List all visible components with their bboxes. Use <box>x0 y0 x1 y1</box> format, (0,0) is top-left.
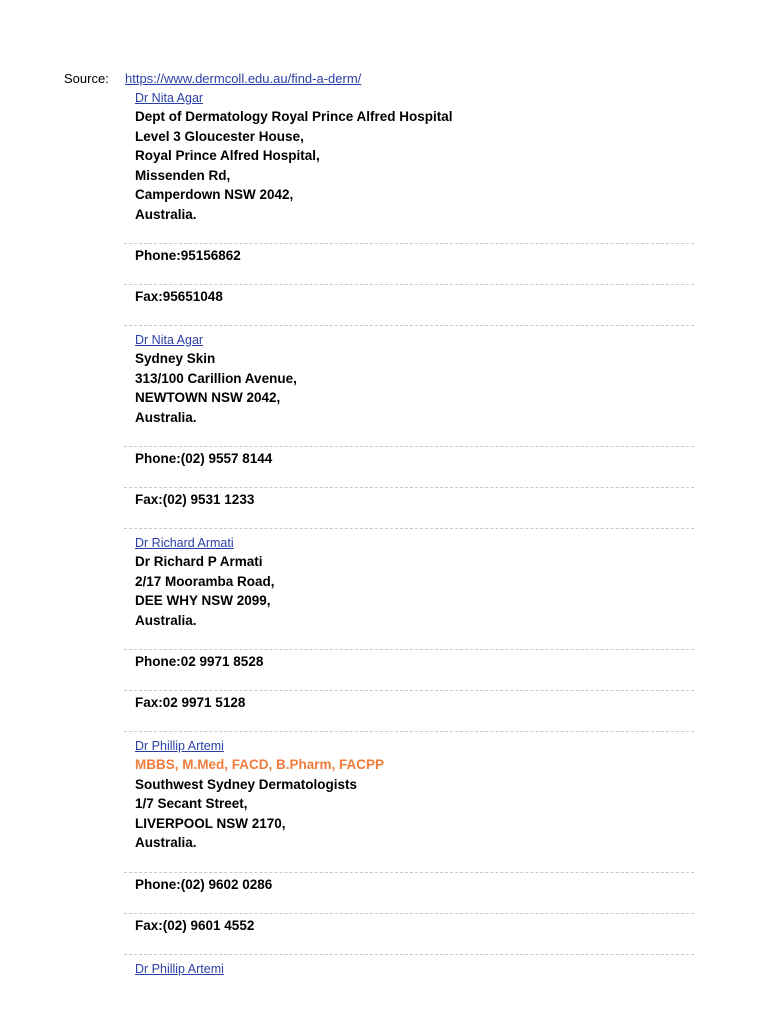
address-line: Australia. <box>135 835 197 850</box>
address-line: Level 3 Gloucester House, <box>135 128 304 144</box>
dermatologist-name-link[interactable]: Dr Nita Agar <box>135 333 204 347</box>
dermatologist-entry <box>124 90 694 332</box>
dermatologist-entry <box>124 738 694 961</box>
dermatologist-name-link[interactable]: Dr Phillip Artemi <box>135 961 224 976</box>
dermatologist-entry <box>124 535 694 738</box>
address-line: LIVERPOOL NSW 2170, <box>135 815 286 831</box>
dashed-divider <box>124 446 694 447</box>
dermatologist-list <box>124 90 694 978</box>
phone-number: Phone:02 9971 8528 <box>135 654 264 669</box>
address-line: Dept of Dermatology Royal Prince Alfred Hospital <box>135 109 453 124</box>
qualifications: MBBS, M.Med, FACD, B.Pharm, FACPP <box>135 757 385 772</box>
dermatologist-name-link[interactable]: Dr Richard Armati <box>135 536 234 550</box>
phone-number: Phone:(02) 9602 0286 <box>135 876 273 892</box>
phone-number: Phone:95156862 <box>135 248 241 263</box>
address-line: Australia. <box>135 206 197 222</box>
dashed-divider <box>124 690 694 691</box>
source-label: Source: <box>64 71 109 86</box>
address-line: Missenden Rd, <box>135 167 231 183</box>
dashed-divider <box>124 913 694 914</box>
dermatologist-name-link[interactable]: Dr Phillip Artemi <box>135 739 224 753</box>
dermatologist-entry <box>124 332 694 535</box>
address-line: 313/100 Carillion Avenue, <box>135 370 297 386</box>
phone-number: Phone:(02) 9557 8144 <box>135 451 273 466</box>
address-line: Australia. <box>135 409 197 425</box>
fax-number: Fax:02 9971 5128 <box>135 695 246 710</box>
address-line: Camperdown NSW 2042, <box>135 187 294 202</box>
address-line: 2/17 Mooramba Road, <box>135 573 275 589</box>
dashed-divider <box>124 243 694 244</box>
address-line: 1/7 Secant Street, <box>135 796 248 811</box>
address-block <box>135 349 694 427</box>
address-line: Sydney Skin <box>135 351 216 366</box>
dashed-divider <box>124 487 694 488</box>
fax-number: Fax:(02) 9531 1233 <box>135 492 255 507</box>
address-block <box>135 552 694 630</box>
address-line: Dr Richard P Armati <box>135 554 263 569</box>
dashed-divider <box>124 284 694 285</box>
source-url-link[interactable]: https://www.dermcoll.edu.au/find-a-derm/ <box>125 71 362 86</box>
address-line: DEE WHY NSW 2099, <box>135 593 271 608</box>
dashed-divider <box>124 649 694 650</box>
address-block <box>135 775 694 853</box>
fax-number: Fax:(02) 9601 4552 <box>135 917 255 933</box>
address-line: Southwest Sydney Dermatologists <box>135 776 358 792</box>
source-row <box>64 71 361 86</box>
dermatologist-name-link[interactable]: Dr Nita Agar <box>135 91 204 105</box>
fax-number: Fax:95651048 <box>135 289 223 304</box>
address-block <box>135 107 694 224</box>
address-line: Australia. <box>135 612 197 628</box>
address-line: Royal Prince Alfred Hospital, <box>135 148 320 163</box>
address-line: NEWTOWN NSW 2042, <box>135 390 281 405</box>
dashed-divider <box>124 872 694 873</box>
